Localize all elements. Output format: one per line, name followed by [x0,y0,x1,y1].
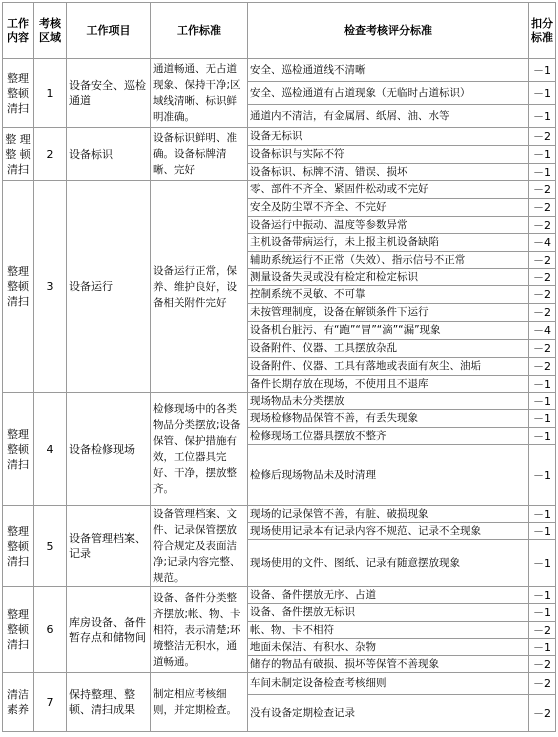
header-row [3,3,556,59]
work-project-cell: 库房设备、备件暂存点和储物间 [67,587,151,673]
deduct-score-cell: －2 [529,622,556,639]
criteria-cell: 检修后现场物品未及时清理 [248,445,529,506]
criteria-cell: 设备附件、仪器、工具摆放杂乱 [248,340,529,358]
deduct-score-cell: －1 [529,105,556,128]
deduct-score-cell: －1 [529,146,556,164]
deduct-score-cell: －1 [529,82,556,105]
table-row [3,587,556,604]
criteria-cell: 现场使用记录本有记录内容不规范、记录不全现象 [248,523,529,540]
deduct-score-cell: －2 [529,656,556,673]
criteria-cell: 检修现场工位器具摆放不整齐 [248,428,529,445]
criteria-cell: 设备运行中振动、温度等参数异常 [248,217,529,234]
criteria-cell: 主机设备带病运行，未上报主机设备缺陷 [248,234,529,252]
work-content-cell: 整理整顿清扫 [3,506,34,587]
work-standard-cell: 设备管理档案、文件、记录保管摆放符合规定及表面洁净;记录内容完整、规范。 [151,506,248,587]
deduct-score-cell: －2 [529,252,556,269]
work-standard-cell: 通道畅通、无占道现象、保持干净;区域线清晰、标识鲜明准确。 [151,59,248,128]
deduct-score-cell: －1 [529,445,556,506]
area-number-cell: 2 [34,128,67,181]
table-row [3,181,556,199]
criteria-cell: 现场物品未分类摆放 [248,393,529,410]
work-standard-cell: 设备、备件分类整齐摆放;帐、物、卡相符，表示清楚;环境整洁无积水，通道畅通。 [151,587,248,673]
criteria-cell: 安全及防尘罩不齐全、不完好 [248,199,529,217]
header-deduct: 扣分标准 [529,3,556,59]
table-body [3,59,556,732]
work-project-cell: 保持整理、整顿、清扫成果 [67,673,151,732]
inspection-table [2,2,556,732]
deduct-score-cell: －1 [529,540,556,587]
area-number-cell: 7 [34,673,67,732]
work-project-cell: 设备管理档案、记录 [67,506,151,587]
deduct-score-cell: －1 [529,523,556,540]
work-content-cell: 整 理 整 顿 清扫 [3,128,34,181]
header-standard: 工作标准 [151,3,248,59]
area-number-cell: 1 [34,59,67,128]
deduct-score-cell: －2 [529,269,556,286]
deduct-score-cell: －2 [529,304,556,322]
criteria-cell: 现场使用的文件、图纸、记录有随意摆放现象 [248,540,529,587]
deduct-score-cell: －1 [529,639,556,656]
header-criteria: 检查考核评分标准 [248,3,529,59]
criteria-cell: 安全、巡检通道有占道现象（无临时占道标识） [248,82,529,105]
deduct-score-cell: －2 [529,358,556,376]
table-row [3,128,556,146]
criteria-cell: 安全、巡检通道线不清晰 [248,59,529,82]
deduct-score-cell: －1 [529,59,556,82]
deduct-score-cell: －2 [529,695,556,732]
deduct-score-cell: －1 [529,604,556,622]
criteria-cell: 设备附件、仪器、工具有落地或表面有灰尘、油垢 [248,358,529,376]
work-content-cell: 整理整顿清扫 [3,181,34,393]
criteria-cell: 未按管理制度，设备在解锁条件下运行 [248,304,529,322]
area-number-cell: 3 [34,181,67,393]
area-number-cell: 6 [34,587,67,673]
header-area: 考核区域 [34,3,67,59]
work-content-cell: 整理整顿清扫 [3,59,34,128]
deduct-score-cell: －2 [529,673,556,695]
criteria-cell: 备件长期存放在现场，不使用且不退库 [248,376,529,393]
work-content-cell: 整理整顿清扫 [3,587,34,673]
table-row [3,59,556,82]
criteria-cell: 车间未制定设备检查考核细则 [248,673,529,695]
table-row [3,506,556,523]
table-row [3,673,556,695]
deduct-score-cell: －1 [529,164,556,181]
criteria-cell: 设备标识与实际不符 [248,146,529,164]
criteria-cell: 没有设备定期检查记录 [248,695,529,732]
criteria-cell: 设备无标识 [248,128,529,146]
work-standard-cell: 设备标识鲜明、准确。设备标牌清晰、完好 [151,128,248,181]
deduct-score-cell: －1 [529,393,556,410]
deduct-score-cell: －2 [529,340,556,358]
criteria-cell: 通道内不清洁，有金属屑、纸屑、油、水等 [248,105,529,128]
deduct-score-cell: －4 [529,322,556,340]
criteria-cell: 设备标识、标牌不清、错误、损坏 [248,164,529,181]
work-standard-cell: 设备运行正常，保养、维护良好，设备相关附件完好 [151,181,248,393]
criteria-cell: 地面未保洁、有积水、杂物 [248,639,529,656]
criteria-cell: 储存的物品有破损、损坏等保管不善现象 [248,656,529,673]
header-project: 工作项目 [67,3,151,59]
work-project-cell: 设备检修现场 [67,393,151,506]
criteria-cell: 帐、物、卡不相符 [248,622,529,639]
area-number-cell: 5 [34,506,67,587]
deduct-score-cell: －2 [529,128,556,146]
criteria-cell: 控制系统不灵敏、不可靠 [248,286,529,304]
deduct-score-cell: －2 [529,286,556,304]
header-content: 工作内容 [3,3,34,59]
work-project-cell: 设备运行 [67,181,151,393]
criteria-cell: 设备机台脏污、有“跑”“冒”“滴”“漏”现象 [248,322,529,340]
work-standard-cell: 制定相应考核细则，并定期检查。 [151,673,248,732]
deduct-score-cell: －2 [529,217,556,234]
criteria-cell: 现场的记录保管不善，有脏、破损现象 [248,506,529,523]
deduct-score-cell: －1 [529,376,556,393]
deduct-score-cell: －1 [529,506,556,523]
criteria-cell: 测量设备失灵或没有检定和检定标识 [248,269,529,286]
work-project-cell: 设备标识 [67,128,151,181]
deduct-score-cell: －1 [529,428,556,445]
work-standard-cell: 检修现场中的各类物品分类摆放;设备保管、保护措施有效，工位器具完好、干净，摆放整齐。 [151,393,248,506]
work-content-cell: 整理整顿清扫 [3,393,34,506]
table-row [3,393,556,410]
work-project-cell: 设备安全、巡检通道 [67,59,151,128]
area-number-cell: 4 [34,393,67,506]
criteria-cell: 设备、备件摆放无标识 [248,604,529,622]
criteria-cell: 现场检修物品保管不善，有丢失现象 [248,410,529,428]
deduct-score-cell: －1 [529,410,556,428]
deduct-score-cell: －4 [529,234,556,252]
deduct-score-cell: －2 [529,181,556,199]
criteria-cell: 设备、备件摆放无序、占道 [248,587,529,604]
criteria-cell: 零、部件不齐全、紧固件松动或不完好 [248,181,529,199]
criteria-cell: 辅助系统运行不正常（失效）、指示信号不正常 [248,252,529,269]
work-content-cell: 清洁素养 [3,673,34,732]
deduct-score-cell: －2 [529,199,556,217]
deduct-score-cell: －1 [529,587,556,604]
